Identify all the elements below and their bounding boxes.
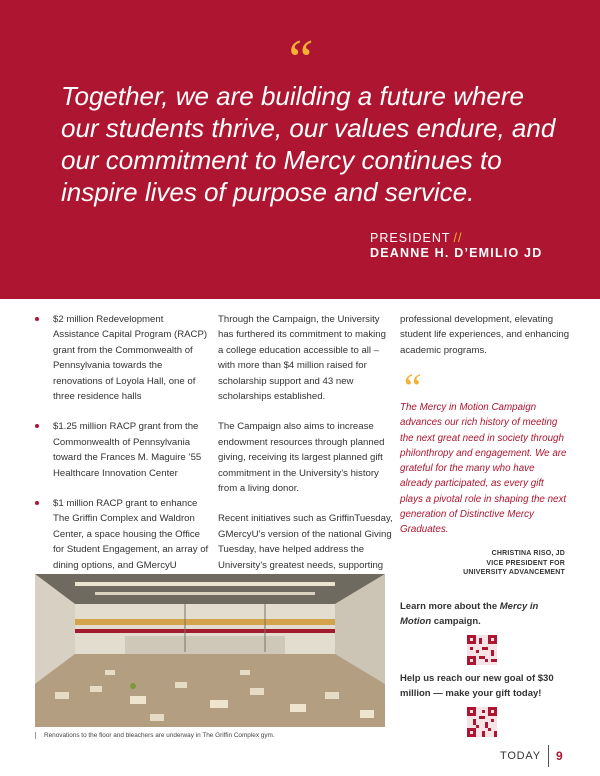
body-paragraph: professional development, elevating student life experiences, and enhancing academic programs. [400, 314, 570, 356]
role-label: PRESIDENT [370, 231, 451, 245]
qr-code-icon[interactable] [467, 635, 497, 665]
signature-title: UNIVERSITY ADVANCEMENT [463, 569, 565, 576]
president-quote: Together, we are building a future where our students thrive, our values endure, and our commitment to Mercy continues to inspire lives of purpose and service. [61, 81, 556, 207]
pullquote-mark-icon: “ [400, 365, 423, 410]
list-item-text: $1.25 million RACP grant from the Commonwealth of Pennsylvania toward the Frances M. Maguire ’55 Healthcare Innovation Center [53, 421, 202, 479]
list-item-text: $1 million RACP grant to enhance The Griffin Complex and Waldron Center, a space housing the Office for Student Engagement, an array of dining options, and GMercyU [53, 498, 209, 571]
signature-title: VICE PRESIDENT FOR [486, 559, 565, 567]
quote-mark-icon: “ [283, 29, 315, 91]
list-item [35, 312, 210, 404]
footer-divider [548, 745, 549, 767]
qr-code-icon[interactable] [467, 707, 497, 737]
role-divider: // [453, 231, 463, 245]
body-column-2 [218, 312, 393, 604]
body-paragraph: The Campaign also aims to increase endowment resources through planned giving, receiving its largest planned gift commitment in the University’s history from a living donor. [218, 421, 385, 495]
attribution-name: DEANNE H. D’EMILIO JD [370, 246, 543, 260]
pullquote-text: The Mercy in Motion Campaign advances our rich history of meeting the next great need in society through philonthropy and engagement. We are grateful for the many who have already participated, as every gift plays a pivotal role in shaping the next generation of Distinctive Mercy Graduates. [400, 402, 567, 536]
bullet-icon [35, 317, 39, 321]
learn-more-text [400, 599, 560, 630]
learn-more-prefix: Learn more about the [400, 601, 500, 612]
signature-name: CHRISTINA RISO, JD [491, 550, 565, 557]
page-number: 9 [556, 749, 563, 763]
learn-more-suffix: campaign. [431, 616, 481, 628]
body-paragraph: Recent initiatives such as GriffinTuesday, GMercyU’s version of the national Giving Tuesday, have helped address the University’s greatest needs, supporting [218, 513, 393, 571]
quote-banner [0, 0, 600, 299]
bullet-icon [35, 424, 39, 428]
bullet-icon [35, 501, 39, 505]
list-item [35, 419, 210, 481]
donate-prompt: Help us reach our new goal of $30 million — make your gift today! [400, 673, 554, 700]
grant-list [35, 312, 210, 604]
gym-renovation-photo [35, 574, 385, 727]
body-paragraph: Through the Campaign, the University has furthered its commitment to making a college education accessible to all – with more than $4 million raised for scholarship support and 43 new scholarships established. [218, 314, 386, 403]
list-item-text: $2 million Redevelopment Assistance Capital Program (RACP) grant from the Commonwealth of Pennsylvania towards the renovations of Loyola Hall, one of three residence halls [53, 314, 208, 403]
attribution-role [370, 231, 463, 245]
campaign-name: Mercy in Motion [400, 601, 539, 628]
pullquote-signature [430, 549, 565, 578]
publication-name: TODAY [500, 750, 541, 762]
photo-caption: Renovations to the floor and bleachers are underway in The Griffin Complex gym. [35, 732, 275, 739]
body-column-3 [400, 312, 570, 358]
